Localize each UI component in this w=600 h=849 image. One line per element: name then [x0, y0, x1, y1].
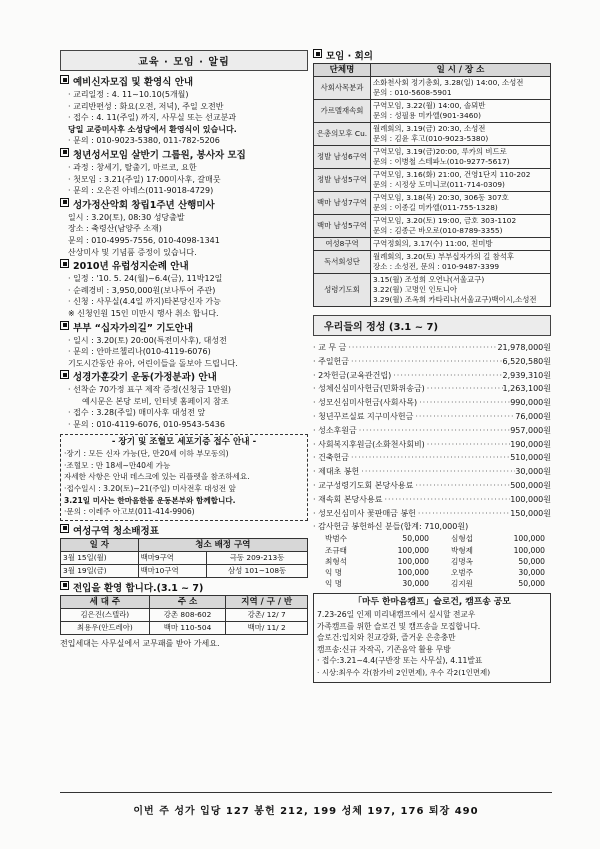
meeting-line: 구역모임, 3.20(토) 19:00, 금호 303-1102 — [373, 216, 517, 225]
group-name: 성령기도회 — [314, 274, 371, 307]
dot-leader — [346, 341, 497, 355]
notice-line: ※ 신청인원 15인 미만시 행사 취소 합니다. — [68, 308, 219, 318]
meeting-line: 월례회의, 3.19(금) 20:30, 소성전 — [373, 124, 486, 133]
donor-amount: 50,000 — [518, 556, 545, 566]
group-name: 정발 남성5구역 — [314, 169, 371, 192]
table-header: 청소 배정 구역 — [138, 538, 307, 551]
offering-amount: 100,000원 — [510, 494, 551, 504]
square-bullet-icon — [60, 581, 69, 590]
left-section-header: 교육 · 모임 · 알림 — [60, 50, 308, 71]
table-cell: 3월 19일(금) — [61, 564, 139, 577]
camp-line: 7.23-26일 인제 미리내캠프에서 실시할 전교우 — [317, 609, 476, 619]
notice-line: · 접수 : 3.28(주일) 매미사후 대성전 앞 — [68, 408, 206, 418]
group-name: 독서회성단 — [314, 251, 371, 274]
meeting-line: 구역모임, 3.16(화) 21:00, 건영1단지 110-202 — [373, 170, 531, 179]
square-bullet-icon — [60, 524, 69, 533]
offering-item — [313, 493, 551, 507]
thanks-donor-grid — [313, 533, 551, 589]
offering-item — [313, 355, 551, 369]
notice-title: 청년성서모임 살반기 그룹원, 봉사자 모집 — [73, 149, 246, 161]
organ-line: ·문의 : 이레주 아고보(011-414-9906) — [64, 507, 195, 517]
right-column — [313, 50, 551, 683]
notice-line: · 일시 : 3.20(토) 20:00(특전미사후), 대성전 — [68, 335, 227, 345]
offering-list — [313, 341, 551, 589]
table-row — [314, 146, 551, 169]
meeting-line: 장소 : 소성전, 문의 : 010-9487-3399 — [373, 262, 500, 271]
notice-line: · 과정 : 창세기, 탈출기, 마르코, 요한 — [68, 162, 197, 172]
meeting-line: 문의 : 이종길 미카엘(011-755-1328) — [373, 203, 498, 212]
camp-contest-title: 「마두 한마음캠프」슬로건, 캠프송 공모 — [353, 597, 511, 608]
offering-item — [313, 507, 551, 521]
offering-amount: 1,263,100원 — [502, 384, 551, 394]
meeting-line: 구역모임, 3.22(월) 14:00, 솔뫼반 — [373, 101, 486, 110]
cleaning-schedule — [60, 525, 308, 578]
notice-line: 기도시간동안 유아, 어린이들을 돌보아 드립니다. — [68, 358, 238, 368]
group-name: 백마 남성7구역 — [314, 192, 371, 215]
offering-label: · 건축헌금 — [313, 453, 349, 463]
offering-amount: 190,000원 — [510, 439, 551, 449]
donor-name: 오범주 — [450, 567, 473, 577]
meeting-line: 문의 : 김윤 후고(010-9023-5380) — [373, 134, 489, 143]
square-bullet-icon — [60, 75, 69, 84]
group-name: 정발 남성6구역 — [314, 146, 371, 169]
dot-leader — [349, 451, 510, 465]
notice-line: 당일 교중미사후 소성당에서 환영식이 있습니다. — [68, 124, 237, 134]
donor-name: 박형제 — [450, 545, 473, 555]
group-name: 은총의모후 Cu. — [314, 123, 371, 146]
notice-catechumen — [60, 76, 308, 147]
meeting-info — [371, 123, 551, 146]
offering-amount: 990,000원 — [510, 398, 551, 408]
offering-label: · 재속회 본당사용료 — [313, 494, 383, 504]
table-cell: 김은진(스텔라) — [61, 608, 150, 621]
offering-label: · 교구성령기도회 본당사용료 — [313, 480, 414, 490]
donor-name: 박범수 — [325, 534, 348, 544]
donor-name: 최형석 — [325, 556, 348, 566]
welcome-note: 전입세대는 사무실에서 교무패를 받아 가세요. — [60, 638, 220, 648]
notice-line: · 신청 : 사무실(4.4일 까지)타본당신자 가능 — [68, 297, 221, 307]
dot-leader — [357, 424, 510, 438]
donor-name: 조규태 — [325, 545, 348, 555]
table-row — [61, 608, 308, 621]
cleaning-table — [60, 538, 308, 578]
offering-label: · 성모신심미사헌금(사회사목) — [313, 398, 418, 408]
notice-title: 예비신자모집 및 환영식 안내 — [73, 77, 194, 88]
notice-pilgrimage — [60, 260, 308, 319]
organ-donation-box — [60, 434, 308, 521]
cleaning-title: 여성구역 청소배정표 — [73, 525, 159, 537]
left-column — [60, 50, 308, 649]
camp-line: 가족캠프를 위한 슬로건 및 캠프송을 모집합니다. — [317, 621, 481, 631]
offering-amount: 2,939,310원 — [502, 370, 551, 380]
offering-item — [313, 396, 551, 410]
meetings-table — [313, 63, 551, 307]
dot-leader — [425, 438, 510, 452]
notice-title: 성경가훈갖기 운동(가정분과) 안내 — [73, 372, 217, 384]
notice-line: · 문의 : 오은진 아녜스(011-9018-4729) — [68, 186, 214, 196]
table-cell: 강촌 808-602 — [149, 608, 226, 621]
notice-line: 장소 : 축령산(남양주 소재) — [68, 224, 162, 234]
camp-line: · 시상:최우수 각(참가비 2인면제), 우수 각2(1인면제) — [317, 667, 491, 677]
donor-name: 익 명 — [325, 567, 343, 577]
dot-leader — [417, 396, 510, 410]
meeting-line: 구역정회의, 3.17(수) 11:00, 친미방 — [373, 239, 493, 248]
camp-line: · 접수:3.21~4.4(구반장 또는 사무실), 4.11발표 — [317, 656, 483, 666]
notice-line: · 문의 : 010-4119-6076, 010-9543-5436 — [68, 420, 225, 430]
notice-line: · 선착순 70가정 표구 제작 증정(신청금 1만원) — [68, 385, 231, 395]
notice-line: · 문의 : 안마르첼리나(010-4119-6076) — [68, 347, 211, 357]
organ-line: ·장기 : 모든 신자 가능(단, 만20세 이하 부모동의) — [64, 449, 229, 459]
offering-label: · 성체신심미사헌금(민화위송금) — [313, 384, 425, 394]
dot-leader — [416, 507, 510, 521]
notice-line: 일시 : 3.20(토), 08:30 성당출발 — [68, 212, 185, 222]
notice-line: · 순례경비 : 3,950,000원(보나투어 주관) — [68, 285, 216, 295]
meeting-info — [371, 251, 551, 274]
offering-item — [313, 369, 551, 383]
table-row — [61, 551, 308, 564]
group-name: 백마 남성5구역 — [314, 215, 371, 238]
meeting-line: 소화천사회 정기총회, 3.28(일) 14:00, 소성전 — [373, 78, 524, 87]
notice-title: 2010년 유럽성지순례 안내 — [73, 261, 189, 273]
meeting-info — [371, 100, 551, 123]
notice-line: · 문의 : 010-9023-5380, 011-782-5206 — [68, 136, 220, 146]
table-row — [314, 169, 551, 192]
notice-family-motto — [60, 371, 308, 430]
table-row — [314, 123, 551, 146]
donor-amount: 100,000 — [513, 545, 545, 555]
donor-name: 김명옥 — [450, 556, 473, 566]
organ-line: ·조혈모 : 만 18세~만40세 가능 — [64, 460, 171, 470]
offering-item — [313, 465, 551, 479]
meeting-info — [371, 238, 551, 251]
table-header: 일 시 / 장 소 — [371, 64, 551, 77]
dot-leader — [413, 410, 515, 424]
table-header: 세 대 주 — [61, 595, 150, 608]
notice-line: 예시문은 본당 로비, 인터넷 홈페이지 참조 — [82, 396, 229, 406]
meeting-line: 문의 : 성필용 미카엘(901-3460) — [373, 111, 482, 120]
offering-amount: 510,000원 — [510, 453, 551, 463]
meeting-line: 문의 : 010-5608-5901 — [373, 88, 452, 97]
notice-title: 성가정산악회 창립1주년 산행미사 — [73, 199, 215, 211]
meeting-info — [371, 192, 551, 215]
offering-label: · 주일헌금 — [313, 356, 349, 366]
meeting-line: 3.29(월) 조옥희 카타리나(서울교구)백이시,소성전 — [373, 295, 537, 304]
meetings-title: 모임 · 회의 — [326, 51, 373, 62]
table-header: 주 소 — [149, 595, 226, 608]
table-cell: 백마10구역 — [138, 564, 207, 577]
notice-line: · 교리일정 : 4. 11~10.10(5개월) — [68, 90, 189, 99]
offering-amount: 6,520,580원 — [502, 356, 551, 366]
table-cell: 강촌/ 12/ 7 — [226, 608, 308, 621]
meeting-info — [371, 77, 551, 100]
notice-line: 문의 : 010-4995-7556, 010-4098-1341 — [68, 235, 220, 245]
donor-amount: 50,000 — [518, 579, 545, 589]
table-row — [314, 274, 551, 307]
donor-amount: 100,000 — [397, 556, 429, 566]
table-header: 일 자 — [61, 538, 139, 551]
organ-line: ·접수일시 : 3.20(토)~21(주일) 미사전후 대성전 앞 — [64, 484, 236, 494]
offering-item — [313, 382, 551, 396]
square-bullet-icon — [60, 259, 69, 268]
organ-line: 3.21일 미사는 한마음한몸 운동본부와 함께합니다. — [64, 495, 236, 505]
table-header: 단체명 — [314, 64, 371, 77]
offering-label: · 성모신심미사 꽃판매금 봉헌 — [313, 508, 416, 518]
offering-amount: 76,000원 — [515, 411, 551, 421]
table-header: 지역 / 구 / 반 — [226, 595, 308, 608]
offering-item — [313, 479, 551, 493]
notice-title: 부부 “십자가의길” 기도안내 — [73, 322, 194, 334]
dot-leader — [382, 493, 510, 507]
offering-amount: 150,000원 — [510, 508, 551, 518]
notice-way-of-cross — [60, 322, 308, 370]
donor-amount: 100,000 — [513, 534, 545, 544]
table-row — [314, 100, 551, 123]
square-bullet-icon — [60, 370, 69, 379]
donor-amount: 100,000 — [397, 545, 429, 555]
meeting-line: 3.15(월) 조성희 오연나(서울교구) — [373, 275, 485, 284]
donor-amount: 50,000 — [402, 534, 429, 544]
table-row — [314, 215, 551, 238]
donor-name: 익 명 — [325, 579, 343, 589]
donor-name: 심형섭 — [450, 534, 473, 544]
camp-line: 슬로건:입치와 친교강화, 즐거운 은총충만 — [317, 633, 456, 643]
table-row — [61, 564, 308, 577]
table-cell: 최용우(안드레아) — [61, 621, 150, 634]
notice-line: · 접수 : 4. 11(주일) 까지, 사무실 또는 선교분과 — [68, 113, 237, 123]
notice-hiking-mass — [60, 199, 308, 258]
meeting-info — [371, 215, 551, 238]
table-row — [61, 621, 308, 634]
meeting-line: 구역모임, 3.19(금)20:00, 루카의 비드로 — [373, 147, 507, 156]
hymn-footer: 이번 주 성가 입당 127 봉헌 212, 199 성체 197, 176 퇴장 490 — [60, 792, 552, 817]
table-row — [314, 251, 551, 274]
offering-label: · 2차헌금(교육관건립) — [313, 370, 392, 380]
table-cell: 백마 110-504 — [149, 621, 226, 634]
table-cell: 삼성 101~108동 — [207, 564, 308, 577]
group-name: 가르멜재속회 — [314, 100, 371, 123]
donor-name: 김지원 — [450, 579, 473, 589]
table-cell: 극동 209-213동 — [207, 551, 308, 564]
notice-line: · 일정 : '10. 5. 24(월)~6.4(금), 11박12일 — [68, 274, 223, 284]
offering-label: · 제대초 봉헌 — [313, 467, 360, 477]
square-bullet-icon — [60, 198, 69, 207]
dot-leader — [349, 355, 503, 369]
offering-item — [313, 410, 551, 424]
table-row — [314, 238, 551, 251]
notice-youth-bible — [60, 149, 308, 197]
meeting-line: 문의 : 시정상 도미니코(011-714-0309) — [373, 180, 505, 189]
offering-header: 우리들의 정성 (3.1 ~ 7) — [313, 315, 551, 336]
dot-leader — [413, 479, 510, 493]
offering-amount: 21,978,000원 — [497, 343, 551, 352]
welcome-table — [60, 595, 308, 635]
meeting-line: 3.22(월) 고명인 인토니아 — [373, 285, 458, 294]
table-cell: 3월 15일(월) — [61, 551, 139, 564]
offering-label: · 사회복지후원금(소화천사회비) — [313, 439, 425, 449]
offering-amount: 30,000원 — [515, 467, 551, 477]
meeting-line: 문의 : 김종근 바오로(010-8789-3355) — [373, 226, 503, 235]
meeting-info — [371, 169, 551, 192]
offering-label: · 청년꾸르실료 지구미사헌금 — [313, 411, 414, 421]
thanks-offering-title: · 감사헌금 봉헌하신 분들(합계: 710,000원) — [313, 522, 469, 532]
table-cell: 백마/ 11/ 2 — [226, 621, 308, 634]
dot-leader — [425, 382, 503, 396]
meeting-info — [371, 274, 551, 307]
table-row — [314, 192, 551, 215]
welcome-title: 전입을 환영 합니다.(3.1 ~ 7) — [73, 582, 204, 594]
offering-label: · 교 무 금 — [313, 343, 347, 352]
notice-line: · 교리반편성 : 화요(오전, 저녁), 주일 오전반 — [68, 101, 224, 111]
offering-amount: 957,000원 — [510, 425, 551, 435]
square-bullet-icon — [60, 321, 69, 330]
meeting-line: 월례회의, 3.20(토) 부부십자가의 길 참석후 — [373, 252, 515, 261]
table-cell: 백마9구역 — [138, 551, 207, 564]
meeting-info — [371, 146, 551, 169]
offering-amount: 500,000원 — [510, 480, 551, 490]
welcome-new-members — [60, 582, 308, 650]
donor-amount: 100,000 — [397, 567, 429, 577]
square-bullet-icon — [313, 49, 322, 58]
notice-line: · 첫모임 : 3.21(주일) 17:00미사후, 갈매뭇 — [68, 174, 221, 184]
donor-amount: 30,000 — [518, 567, 545, 577]
offering-label: · 성소후원금 — [313, 425, 357, 435]
offering-item — [313, 424, 551, 438]
group-name: 여성8구역 — [314, 238, 371, 251]
organ-donation-title: - 장기 및 조혈모 세포기증 접수 안내 - — [111, 436, 257, 447]
square-bullet-icon — [60, 148, 69, 157]
camp-line: 캠프송:신규 자작곡, 기존음악 활용 무방 — [317, 644, 451, 654]
offering-item — [313, 451, 551, 465]
meeting-line: 문의 : 이병철 스테파노(010-9277-5617) — [373, 157, 510, 166]
group-name: 사회사목분과 — [314, 77, 371, 100]
notice-line: 산상미사 및 기념품 증정이 있습니다. — [68, 247, 197, 257]
offering-item — [313, 341, 551, 355]
table-row — [314, 77, 551, 100]
camp-contest-box — [313, 593, 551, 682]
offering-item — [313, 438, 551, 452]
dot-leader — [391, 369, 502, 383]
donor-amount: 30,000 — [402, 579, 429, 589]
meeting-line: 구역모임, 3.18(목) 20:30, 306동 307호 — [373, 193, 509, 202]
dot-leader — [359, 465, 515, 479]
organ-line: 자세한 사항은 안내 데스크에 있는 리플렛을 참조하세요. — [64, 472, 250, 482]
